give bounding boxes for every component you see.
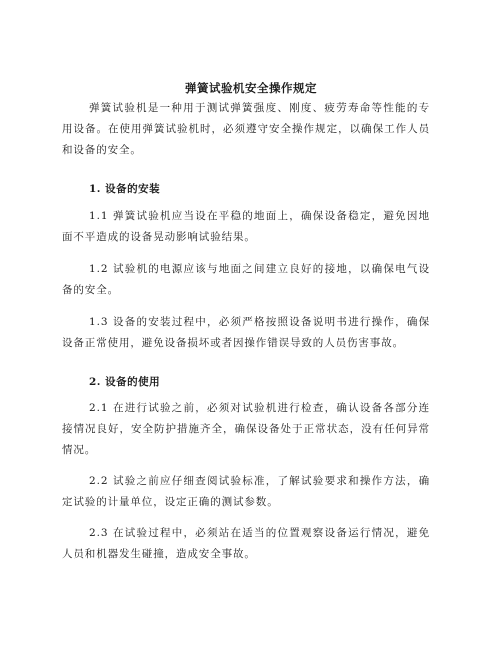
section-heading-installation: 1. 设备的安装 [89,183,161,195]
section1-item-3: 1.3 设备的安装过程中，必须严格按照设备说明书进行操作，确保设备正常使用，避免设备损坏或者因操作错误导致的人员伤害事故。 [62,316,430,349]
section-heading-usage: 2. 设备的使用 [89,376,161,388]
section2-item-2: 2.2 试验之前应仔细查阅试验标准，了解试验要求和操作方法，确定试验的计量单位，设定正确的测试参数。 [62,475,430,508]
document-title: 弹簧试验机安全操作规定 [185,81,317,95]
section2-item-3: 2.3 在试验过程中，必须站在适当的位置观察设备运行情况，避免人员和机器发生碰撞，造成安全事故。 [62,527,430,560]
section2-item-1: 2.1 在进行试验之前，必须对试验机进行检查，确认设备各部分连接情况良好，安全防护措施齐全，确保设备处于正常状态，没有任何异常情况。 [62,402,430,456]
intro-paragraph: 弹簧试验机是一种用于测试弹簧强度、刚度、疲劳寿命等性能的专用设备。在使用弹簧试验机时，必须遵守安全操作规定，以确保工作人员和设备的安全。 [62,102,430,156]
section1-item-1: 1.1 弹簧试验机应当设在平稳的地面上，确保设备稳定，避免因地面不平造成的设备晃动影响试验结果。 [62,210,430,243]
section1-item-2: 1.2 试验机的电源应该与地面之间建立良好的接地，以确保电气设备的安全。 [62,263,430,296]
